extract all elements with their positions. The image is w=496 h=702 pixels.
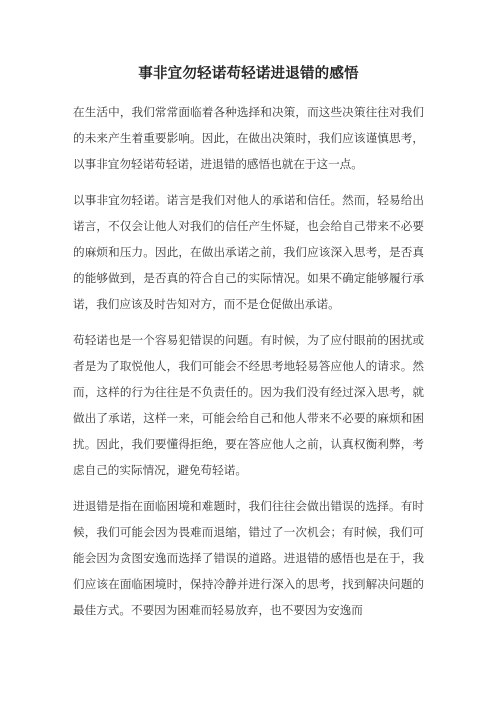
document-title: 事非宜勿轻诺苟轻诺进退错的感悟	[138, 66, 359, 82]
paragraph-3: 苟轻诺也是一个容易犯错误的问题。有时候，为了应付眼前的困扰或者是为了取悦他人，我们可能会不经思考地轻易答应他人的请求。然而，这样的行为往往是不负责任的。因为我们没有经过深入思考，就做出了承诺，这样一来，可能会给自己和他人带来不必要的麻烦和困扰。因此，我们要懂得拒绝，要在答应他人之前，认真权衡利弊，考虑自己的实际情况，避免苟轻诺。	[73, 333, 424, 477]
paragraph-1: 在生活中，我们常常面临着各种选择和决策，而这些决策往往对我们的未来产生着重要影响。因此，在做出决策时，我们应该谨慎思考，以事非宜勿轻诺苟轻诺，进退错的感悟也就在于这一点。	[73, 105, 424, 171]
paragraph-2: 以事非宜勿轻诺。诺言是我们对他人的承诺和信任。然而，轻易给出诺言，不仅会让他人对我们的信任产生怀疑，也会给自己带来不必要的麻烦和压力。因此，在做出承诺之前，我们应该深入思考，是否真的能够做到，是否真的符合自己的实际情况。如果不确定能够履行承诺，我们应该及时告知对方，而不是仓促做出承诺。	[73, 193, 424, 311]
paragraph-4: 进退错是指在面临困境和难题时，我们往往会做出错误的选择。有时候，我们可能会因为畏难而退缩，错过了一次机会；有时候，我们可能会因为贪图安逸而选择了错误的道路。进退错的感悟也是在于，我们应该在面临困境时，保持冷静并进行深入的思考，找到解决问题的最佳方式。不要因为困难而轻易放弃，也不要因为安逸而	[73, 499, 424, 617]
